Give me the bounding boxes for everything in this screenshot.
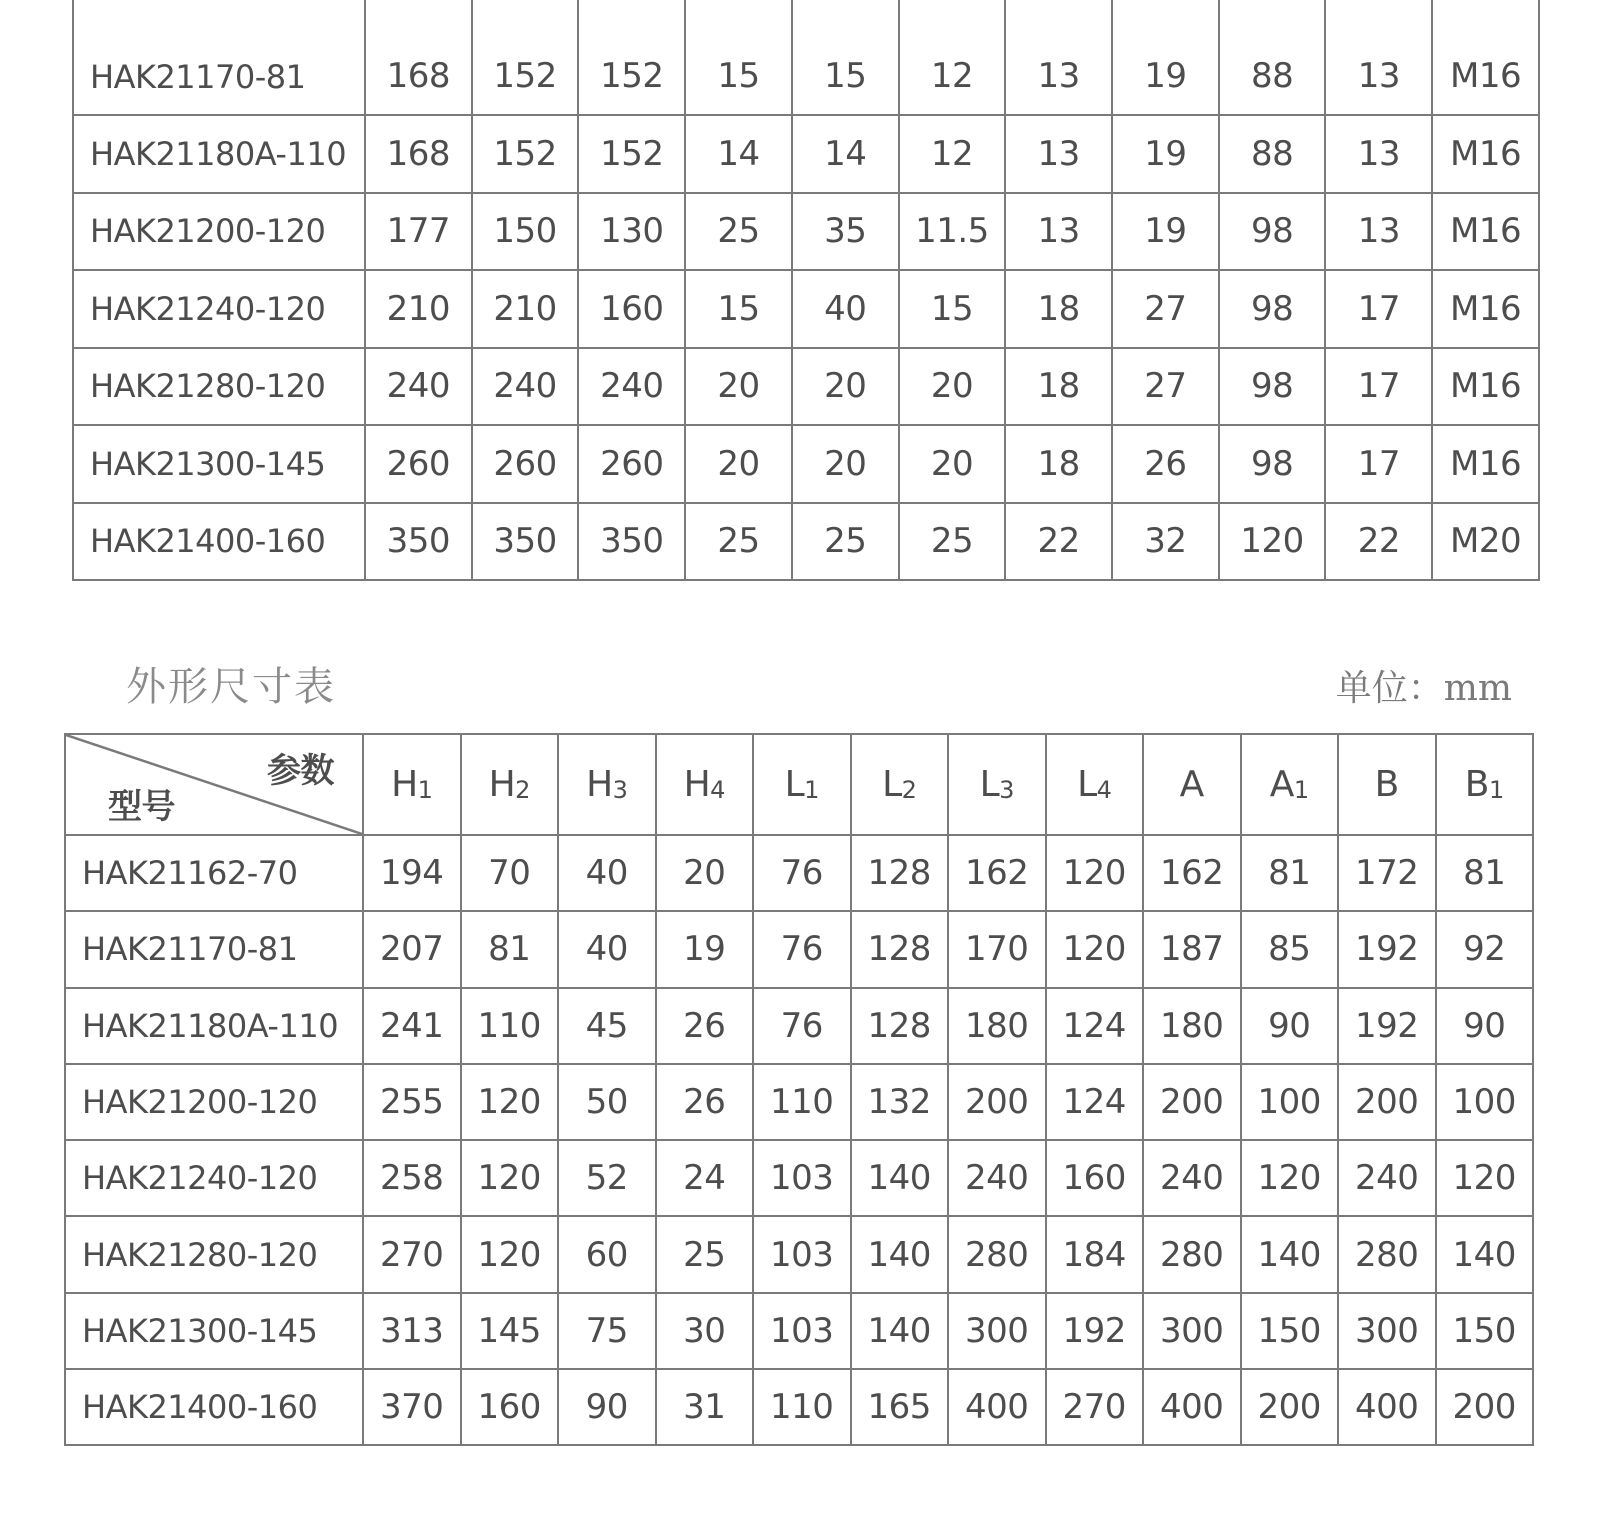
model-cell: HAK21180A-110: [65, 988, 363, 1064]
value-cell: 13: [1325, 193, 1432, 271]
param-header-cell: [948, 734, 1046, 835]
value-cell: 124: [1046, 1064, 1144, 1140]
value-cell: M20: [1432, 503, 1539, 581]
value-cell: 162: [1143, 835, 1241, 911]
param-header-subscript: 3: [612, 776, 628, 804]
value-cell: 15: [792, 0, 899, 115]
param-header-base: B: [1464, 764, 1489, 805]
value-cell: 120: [1046, 835, 1144, 911]
corner-param-label: 参数: [267, 751, 334, 791]
param-header-cell: [1143, 734, 1241, 835]
value-cell: 32: [1112, 503, 1219, 581]
table-caption-title: 外形尺寸表: [126, 664, 336, 710]
value-cell: 184: [1046, 1216, 1144, 1292]
value-cell: 200: [1241, 1369, 1339, 1445]
value-cell: 52: [558, 1140, 656, 1216]
value-cell: 120: [1241, 1140, 1339, 1216]
value-cell: 145: [461, 1293, 559, 1369]
outline-dimension-table: [64, 733, 1534, 1446]
param-header-cell: [1338, 734, 1436, 835]
value-cell: 370: [363, 1369, 461, 1445]
param-header-base: L: [979, 764, 1000, 805]
value-cell: 160: [578, 270, 685, 348]
value-cell: 120: [1436, 1140, 1534, 1216]
value-cell: 152: [578, 0, 685, 115]
table-row: [65, 911, 1533, 987]
param-header-subscript: 1: [417, 776, 433, 804]
value-cell: 192: [1338, 988, 1436, 1064]
value-cell: 18: [1005, 348, 1112, 426]
value-cell: 313: [363, 1293, 461, 1369]
value-cell: M16: [1432, 425, 1539, 503]
value-cell: 168: [365, 0, 472, 115]
value-cell: 100: [1436, 1064, 1534, 1140]
value-cell: 85: [1241, 911, 1339, 987]
value-cell: 180: [948, 988, 1046, 1064]
value-cell: 20: [792, 425, 899, 503]
corner-model-label: 型号: [108, 787, 175, 827]
value-cell: 140: [851, 1216, 949, 1292]
value-cell: 350: [578, 503, 685, 581]
value-cell: 18: [1005, 270, 1112, 348]
value-cell: 25: [899, 503, 1006, 581]
value-cell: M16: [1432, 115, 1539, 193]
value-cell: 300: [1143, 1293, 1241, 1369]
model-cell: HAK21280-120: [65, 1216, 363, 1292]
value-cell: 270: [1046, 1369, 1144, 1445]
value-cell: 20: [685, 425, 792, 503]
value-cell: 120: [1046, 911, 1144, 987]
header-row: [65, 734, 1533, 835]
value-cell: 194: [363, 835, 461, 911]
value-cell: 81: [1241, 835, 1339, 911]
value-cell: 31: [656, 1369, 754, 1445]
value-cell: 240: [365, 348, 472, 426]
value-cell: 14: [685, 115, 792, 193]
value-cell: 280: [948, 1216, 1046, 1292]
param-header-subscript: 4: [1096, 776, 1112, 804]
value-cell: 103: [753, 1140, 851, 1216]
value-cell: 187: [1143, 911, 1241, 987]
value-cell: 17: [1325, 270, 1432, 348]
value-cell: 20: [899, 425, 1006, 503]
value-cell: M16: [1432, 193, 1539, 271]
value-cell: 20: [899, 348, 1006, 426]
table-row: [65, 1064, 1533, 1140]
model-cell: HAK21280-120: [73, 348, 365, 426]
value-cell: 98: [1219, 193, 1326, 271]
table-row: [65, 1140, 1533, 1216]
value-cell: 210: [365, 270, 472, 348]
value-cell: 26: [656, 1064, 754, 1140]
value-cell: 110: [461, 988, 559, 1064]
value-cell: 22: [1005, 503, 1112, 581]
value-cell: 128: [851, 911, 949, 987]
model-cell: HAK21240-120: [73, 270, 365, 348]
value-cell: 100: [1241, 1064, 1339, 1140]
value-cell: 152: [578, 115, 685, 193]
value-cell: 18: [1005, 425, 1112, 503]
param-header-cell: [363, 734, 461, 835]
value-cell: 81: [461, 911, 559, 987]
value-cell: 210: [472, 270, 579, 348]
value-cell: 160: [1046, 1140, 1144, 1216]
value-cell: 13: [1005, 115, 1112, 193]
value-cell: 40: [558, 835, 656, 911]
value-cell: 11.5: [899, 193, 1006, 271]
value-cell: 300: [948, 1293, 1046, 1369]
value-cell: 172: [1338, 835, 1436, 911]
value-cell: 90: [558, 1369, 656, 1445]
value-cell: 12: [899, 0, 1006, 115]
param-header-base: L: [784, 764, 805, 805]
value-cell: 168: [365, 115, 472, 193]
value-cell: 27: [1112, 348, 1219, 426]
param-header-subscript: 1: [804, 776, 819, 804]
value-cell: 26: [656, 988, 754, 1064]
param-header-cell: [558, 734, 656, 835]
value-cell: 120: [461, 1216, 559, 1292]
value-cell: 20: [792, 348, 899, 426]
value-cell: 240: [578, 348, 685, 426]
value-cell: M16: [1432, 348, 1539, 426]
value-cell: 170: [948, 911, 1046, 987]
param-header-cell: [461, 734, 559, 835]
value-cell: 88: [1219, 0, 1326, 115]
value-cell: 19: [656, 911, 754, 987]
table-row: [73, 0, 1539, 115]
value-cell: 128: [851, 988, 949, 1064]
value-cell: 200: [1338, 1064, 1436, 1140]
param-header-base: L: [882, 764, 902, 805]
value-cell: 240: [1143, 1140, 1241, 1216]
table-row: [73, 193, 1539, 271]
value-cell: 207: [363, 911, 461, 987]
value-cell: 76: [753, 988, 851, 1064]
table-row: [65, 1293, 1533, 1369]
value-cell: 19: [1112, 193, 1219, 271]
value-cell: 165: [851, 1369, 949, 1445]
value-cell: 20: [685, 348, 792, 426]
value-cell: 24: [656, 1140, 754, 1216]
value-cell: 280: [1338, 1216, 1436, 1292]
value-cell: 200: [1436, 1369, 1534, 1445]
value-cell: 152: [472, 115, 579, 193]
table-row: [65, 1369, 1533, 1445]
value-cell: 75: [558, 1293, 656, 1369]
param-header-base: H: [683, 764, 711, 805]
value-cell: 120: [461, 1064, 559, 1140]
value-cell: 90: [1241, 988, 1339, 1064]
value-cell: 128: [851, 835, 949, 911]
value-cell: 26: [1112, 425, 1219, 503]
param-header-cell: [656, 734, 754, 835]
param-header-base: H: [391, 764, 418, 805]
value-cell: 270: [363, 1216, 461, 1292]
value-cell: 76: [753, 911, 851, 987]
param-header-cell: [1241, 734, 1339, 835]
model-cell: HAK21170-81: [73, 0, 365, 115]
value-cell: 40: [792, 270, 899, 348]
value-cell: 150: [1436, 1293, 1534, 1369]
value-cell: 140: [851, 1140, 949, 1216]
value-cell: 110: [753, 1369, 851, 1445]
value-cell: 103: [753, 1293, 851, 1369]
param-header-base: A: [1179, 764, 1204, 805]
param-header-cell: [1046, 734, 1144, 835]
value-cell: 240: [948, 1140, 1046, 1216]
value-cell: 400: [948, 1369, 1046, 1445]
table-row: [73, 115, 1539, 193]
value-cell: 35: [792, 193, 899, 271]
value-cell: 92: [1436, 911, 1534, 987]
value-cell: 350: [365, 503, 472, 581]
value-cell: 260: [578, 425, 685, 503]
value-cell: 255: [363, 1064, 461, 1140]
param-header-subscript: 1: [1293, 776, 1309, 804]
table-row: [73, 425, 1539, 503]
value-cell: 13: [1325, 115, 1432, 193]
value-cell: 110: [753, 1064, 851, 1140]
value-cell: 152: [472, 0, 579, 115]
value-cell: 13: [1005, 193, 1112, 271]
value-cell: 140: [851, 1293, 949, 1369]
value-cell: 22: [1325, 503, 1432, 581]
value-cell: 260: [472, 425, 579, 503]
value-cell: 50: [558, 1064, 656, 1140]
top-dimension-table: [72, 0, 1540, 581]
value-cell: 160: [461, 1369, 559, 1445]
value-cell: 200: [1143, 1064, 1241, 1140]
value-cell: 132: [851, 1064, 949, 1140]
model-cell: HAK21400-160: [73, 503, 365, 581]
top-table-body: [73, 0, 1539, 580]
bottom-table-body: [65, 835, 1533, 1445]
value-cell: 98: [1219, 348, 1326, 426]
value-cell: 258: [363, 1140, 461, 1216]
param-header-subscript: 2: [901, 776, 917, 804]
table-row: [65, 1216, 1533, 1292]
value-cell: 140: [1436, 1216, 1534, 1292]
value-cell: 19: [1112, 0, 1219, 115]
value-cell: 40: [558, 911, 656, 987]
value-cell: 14: [792, 115, 899, 193]
model-cell: HAK21240-120: [65, 1140, 363, 1216]
param-header-base: A: [1269, 764, 1294, 805]
value-cell: 90: [1436, 988, 1534, 1064]
value-cell: 12: [899, 115, 1006, 193]
value-cell: 124: [1046, 988, 1144, 1064]
model-cell: HAK21180A-110: [73, 115, 365, 193]
value-cell: 19: [1112, 115, 1219, 193]
model-cell: HAK21300-145: [65, 1293, 363, 1369]
value-cell: 81: [1436, 835, 1534, 911]
value-cell: 60: [558, 1216, 656, 1292]
model-cell: HAK21170-81: [65, 911, 363, 987]
value-cell: 45: [558, 988, 656, 1064]
value-cell: 150: [1241, 1293, 1339, 1369]
table-row: [65, 988, 1533, 1064]
param-header-cell: [753, 734, 851, 835]
value-cell: M16: [1432, 270, 1539, 348]
value-cell: 400: [1338, 1369, 1436, 1445]
value-cell: 13: [1325, 0, 1432, 115]
value-cell: 25: [792, 503, 899, 581]
value-cell: 13: [1005, 0, 1112, 115]
value-cell: 27: [1112, 270, 1219, 348]
param-header-base: L: [1077, 764, 1097, 805]
value-cell: 15: [685, 0, 792, 115]
value-cell: 17: [1325, 425, 1432, 503]
value-cell: 17: [1325, 348, 1432, 426]
value-cell: 192: [1046, 1293, 1144, 1369]
value-cell: 177: [365, 193, 472, 271]
param-header-base: H: [488, 764, 516, 805]
table-row: [73, 270, 1539, 348]
table-row: [73, 503, 1539, 581]
value-cell: 70: [461, 835, 559, 911]
value-cell: 200: [948, 1064, 1046, 1140]
value-cell: 241: [363, 988, 461, 1064]
value-cell: 30: [656, 1293, 754, 1369]
value-cell: 162: [948, 835, 1046, 911]
value-cell: 15: [685, 270, 792, 348]
value-cell: 180: [1143, 988, 1241, 1064]
value-cell: 280: [1143, 1216, 1241, 1292]
model-cell: HAK21300-145: [73, 425, 365, 503]
param-header-subscript: 1: [1488, 776, 1504, 804]
param-header-cell: [851, 734, 949, 835]
value-cell: 25: [685, 503, 792, 581]
value-cell: 260: [365, 425, 472, 503]
value-cell: 240: [1338, 1140, 1436, 1216]
param-header-subscript: 2: [515, 776, 530, 804]
param-header-subscript: 4: [710, 776, 725, 804]
value-cell: 350: [472, 503, 579, 581]
value-cell: 103: [753, 1216, 851, 1292]
value-cell: 130: [578, 193, 685, 271]
param-header-base: H: [586, 764, 613, 805]
table-caption-unit: 单位：mm: [1335, 668, 1512, 709]
value-cell: 240: [472, 348, 579, 426]
corner-header-cell: [65, 734, 363, 835]
value-cell: 120: [1219, 503, 1326, 581]
value-cell: 300: [1338, 1293, 1436, 1369]
value-cell: 98: [1219, 270, 1326, 348]
value-cell: 192: [1338, 911, 1436, 987]
value-cell: 76: [753, 835, 851, 911]
value-cell: 140: [1241, 1216, 1339, 1292]
model-cell: HAK21162-70: [65, 835, 363, 911]
model-cell: HAK21200-120: [65, 1064, 363, 1140]
param-header-cell: [1436, 734, 1534, 835]
model-cell: HAK21200-120: [73, 193, 365, 271]
table-row: [65, 835, 1533, 911]
table-row: [73, 348, 1539, 426]
value-cell: 15: [899, 270, 1006, 348]
value-cell: 25: [656, 1216, 754, 1292]
value-cell: 120: [461, 1140, 559, 1216]
value-cell: 400: [1143, 1369, 1241, 1445]
value-cell: M16: [1432, 0, 1539, 115]
value-cell: 98: [1219, 425, 1326, 503]
value-cell: 150: [472, 193, 579, 271]
model-cell: HAK21400-160: [65, 1369, 363, 1445]
param-header-base: B: [1374, 764, 1399, 805]
value-cell: 25: [685, 193, 792, 271]
value-cell: 20: [656, 835, 754, 911]
param-header-subscript: 3: [999, 776, 1014, 804]
value-cell: 88: [1219, 115, 1326, 193]
